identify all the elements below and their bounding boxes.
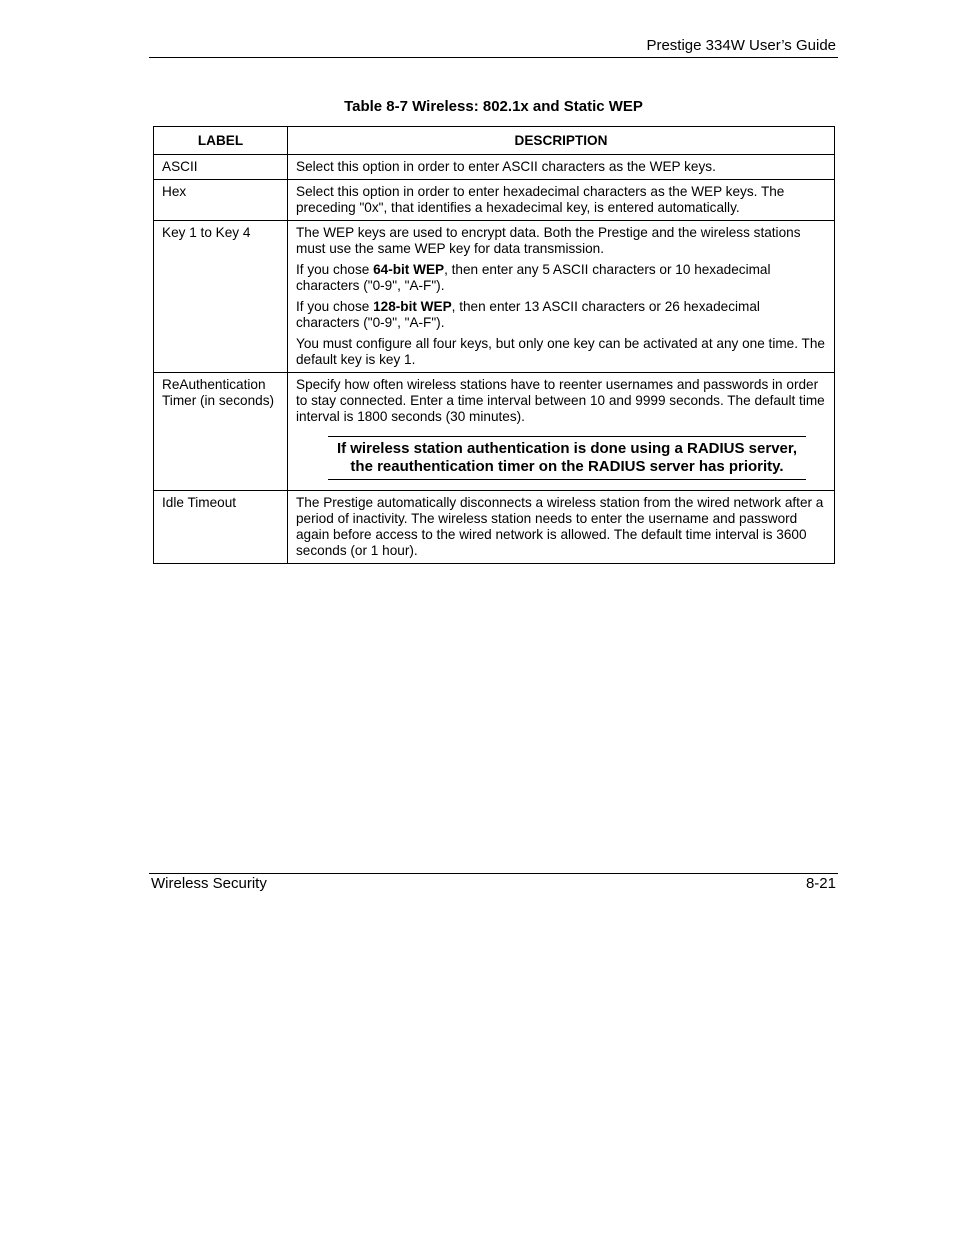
table-caption: Table 8-7 Wireless: 802.1x and Static WEP: [344, 98, 643, 115]
column-header-description: DESCRIPTION: [288, 127, 835, 155]
text-run: , then enter any 5 ASCII characters or 10 hexadecimal characters ("0-9", "A-F").: [296, 262, 771, 293]
table-row: [154, 180, 835, 221]
row-description: [288, 221, 835, 373]
text-run: If you chose: [296, 299, 374, 314]
footer-section-title: Wireless Security: [151, 875, 267, 892]
wireless-wep-table: [153, 126, 835, 564]
table-row: [154, 155, 835, 180]
row-label: ReAuthentication Timer (in seconds): [154, 373, 288, 491]
footer-page-number: 8-21: [805, 875, 836, 892]
description-paragraph: [296, 299, 826, 331]
description-paragraph: [296, 262, 826, 294]
bold-term: 64-bit WEP: [373, 262, 445, 277]
note-box: If wireless station authentication is done using a RADIUS server, the reauthentication timer on the RADIUS server has priority.: [328, 436, 806, 480]
footer-rule: [149, 873, 838, 874]
text-run: If you chose: [296, 262, 374, 277]
row-label: Hex: [154, 180, 288, 221]
bold-term: 128-bit WEP: [373, 299, 452, 314]
row-description: Select this option in order to enter hexadecimal characters as the WEP keys. The preceding "0x", that identifies a hexadecimal key, is entered automatically.: [288, 180, 835, 221]
row-description: The Prestige automatically disconnects a wireless station from the wired network after a period of inactivity. The wireless station needs to enter the username and password again before access to the wired network is allowed. The default time interval is 3600 seconds (or 1 hour).: [288, 491, 835, 564]
row-label: Key 1 to Key 4: [154, 221, 288, 373]
row-description: [288, 373, 835, 491]
table-row: [154, 373, 835, 491]
description-paragraph: You must configure all four keys, but only one key can be activated at any one time. The default key is key 1.: [296, 336, 825, 367]
header-rule: [149, 57, 838, 58]
running-header: Prestige 334W User’s Guide: [646, 37, 836, 54]
table-row: [154, 221, 835, 373]
description-paragraph: Specify how often wireless stations have to reenter usernames and passwords in order to stay connected. Enter a time interval between 10 and 9999 seconds. The default time interval is 1800 seconds (30 minutes).: [296, 377, 825, 424]
text-run: , then enter 13 ASCII characters or 26 hexadecimal characters ("0-9", "A-F").: [296, 299, 760, 330]
table-header-row: [154, 127, 835, 155]
row-label: ASCII: [154, 155, 288, 180]
row-label: Idle Timeout: [154, 491, 288, 564]
row-description: Select this option in order to enter ASCII characters as the WEP keys.: [288, 155, 835, 180]
column-header-label: LABEL: [154, 127, 288, 155]
table-row: [154, 491, 835, 564]
description-paragraph: The WEP keys are used to encrypt data. Both the Prestige and the wireless stations must use the same WEP key for data transmission.: [296, 225, 801, 256]
